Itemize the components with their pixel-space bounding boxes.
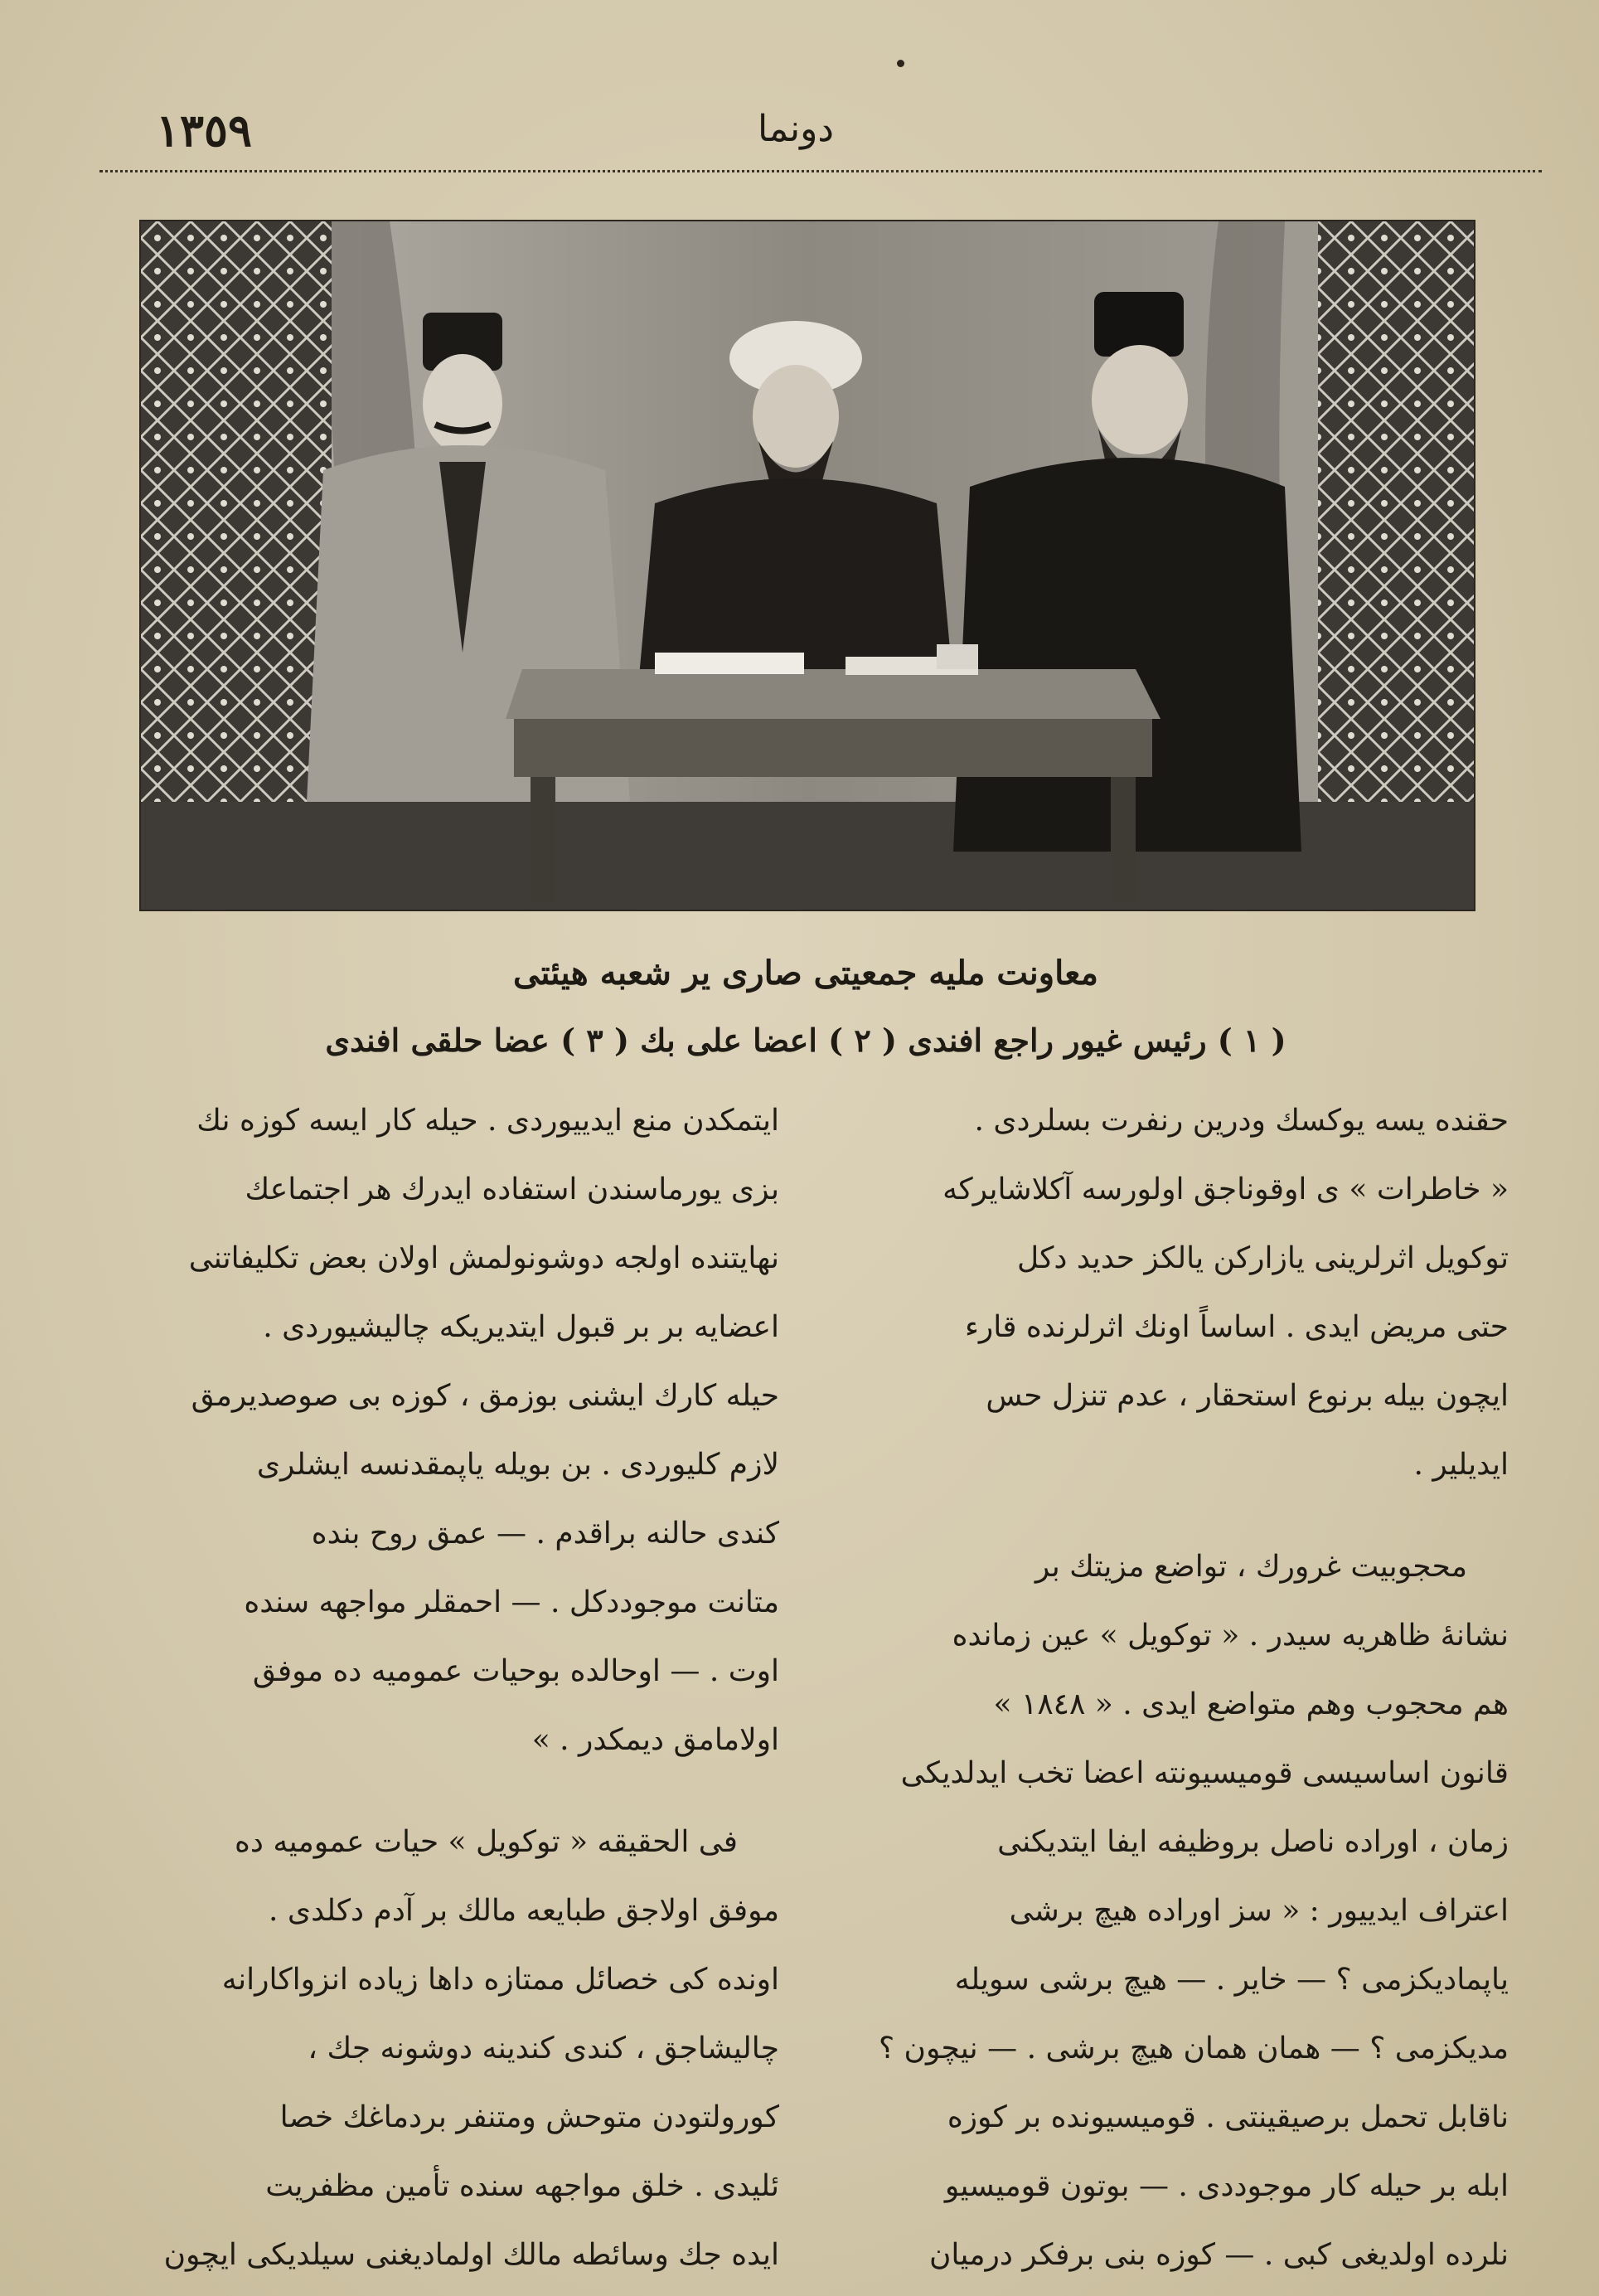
- ornament-dot: [897, 60, 904, 67]
- text-line: حتی مریض ایدی . اساساً اونك اثرلرنده قارء: [964, 1310, 1509, 1344]
- text-line: محجوبیت غرورك ، تواضع مزیتك بر: [1035, 1550, 1467, 1584]
- text-line: اونده کی خصائل ممتازه داها زیاده انزواکارانه: [221, 1963, 779, 1997]
- paragraph: [99, 1808, 779, 2289]
- text-line: اولامامق دیمکدر . »: [531, 1723, 779, 1757]
- text-line: نهایتنده اولجه دوشونولمش اولان بعض تکلیفاتنی: [188, 1241, 779, 1275]
- photo-caption-title: معاونت ملیه جمعیتی صاری یر شعبه هیئتی: [513, 954, 1098, 993]
- text-column-right: [829, 1086, 1509, 2289]
- text-line: ایدیلیر .: [1413, 1448, 1509, 1482]
- photo-caption-names: ( ١ ) رئیس غیور راجع افندی ( ٢ ) اعضا علی بك ( ٣ ) عضا حلقی افندی: [325, 1022, 1286, 1059]
- text-line: ناقابل تحمل برصیقینتی . قومیسیونده بر کوزه: [947, 2100, 1509, 2134]
- text-line: نلرده اولدیغی کبی . — کوزه بنی برفکر درمیان: [928, 2238, 1509, 2272]
- paragraph-gap: [99, 1774, 779, 1808]
- running-head: دونما: [758, 108, 834, 150]
- dotted-rule: [99, 170, 1542, 172]
- text-line: حقنده یسه یوکسك ودرین رنفرت بسلردی .: [974, 1104, 1509, 1138]
- paragraph: [99, 1086, 779, 1774]
- text-line: بزی یورماسندن استفاده ایدرك هر اجتماعك: [245, 1172, 779, 1206]
- text-line: فی الحقیقه « توکویل » حیات عمومیه ده: [234, 1825, 738, 1859]
- text-line: ایتمکدن منع ایدییوردی . حیله کار ایسه کوزه نك: [196, 1104, 779, 1138]
- text-line: اعضایه بر بر قبول ایتدیریکه چالیشیوردی .: [263, 1310, 779, 1344]
- text-line: لازم کلیوردی . بن بویله یاپمقدنسه ایشلری: [256, 1448, 779, 1482]
- text-line: توکویل اثرلرینی یازارکن یالکز حدید دکل: [1017, 1241, 1509, 1275]
- paragraph-gap: [829, 1499, 1509, 1532]
- page-number: ١٣٥٩: [156, 104, 253, 157]
- text-line: زمان ، اوراده ناصل بروظیفه ایفا ایتدیکنی: [997, 1825, 1509, 1859]
- text-line: هم محجوب وهم متواضع ایدی . « ١٨٤٨ »: [993, 1687, 1509, 1721]
- group-photograph: [139, 220, 1475, 911]
- text-line: کورولتودن متوحش ومتنفر بردماغك خصا: [279, 2100, 779, 2134]
- text-line: اوت . — اوحالده بوحیات عمومیه ده موفق: [252, 1654, 779, 1688]
- text-line: موفق اولاجق طبایعه مالك بر آدم دکلدی .: [269, 1894, 779, 1928]
- text-column-left: [99, 1086, 779, 2289]
- text-line: ئلیدی . خلق مواجهه سنده تأمین مظفریت: [265, 2169, 779, 2203]
- text-line: مدیکزمی ؟ — همان همان هیچ برشی . — نیچون ؟: [878, 2031, 1509, 2065]
- photograph-of-three-men-at-desk-icon: [141, 221, 1474, 910]
- text-line: اعتراف ایدییور : « سز اوراده هیچ برشی: [1009, 1894, 1509, 1928]
- text-line: ایچون بیله برنوع استحقار ، عدم تنزل حس: [986, 1379, 1509, 1413]
- text-line: حیله کارك ایشنی بوزمق ، کوزه بی صوصدیرمق: [191, 1379, 779, 1413]
- paragraph: [829, 1532, 1509, 2289]
- text-line: نشانهٔ ظاهریه سیدر . « توکویل » عین زمانده: [952, 1619, 1509, 1653]
- text-line: ایده جك وسائطه مالك اولمادیغنی سیلدیکی ایچون: [163, 2238, 779, 2272]
- text-line: کندی حالنه براقدم . — عمق روح بنده: [311, 1517, 779, 1551]
- text-line: متانت موجوددکل . — احمقلر مواجهه سنده: [244, 1585, 779, 1619]
- text-line: ابله بر حیله کار موجوددی . — بوتون قومیسیو: [944, 2169, 1509, 2203]
- text-line: یاپمادیکزمی ؟ — خایر . — هیچ برشی سویله: [954, 1963, 1509, 1997]
- paragraph: [829, 1086, 1509, 1499]
- text-line: چالیشاجق ، کندی کندینه دوشونه جك ،: [308, 2031, 779, 2065]
- text-line: « خاطرات » ی اوقوناجق اولورسه آکلاشایرکه: [942, 1172, 1509, 1206]
- text-line: قانون اساسیسی قومیسیونته اعضا تخب ایدلدیکی: [900, 1756, 1509, 1790]
